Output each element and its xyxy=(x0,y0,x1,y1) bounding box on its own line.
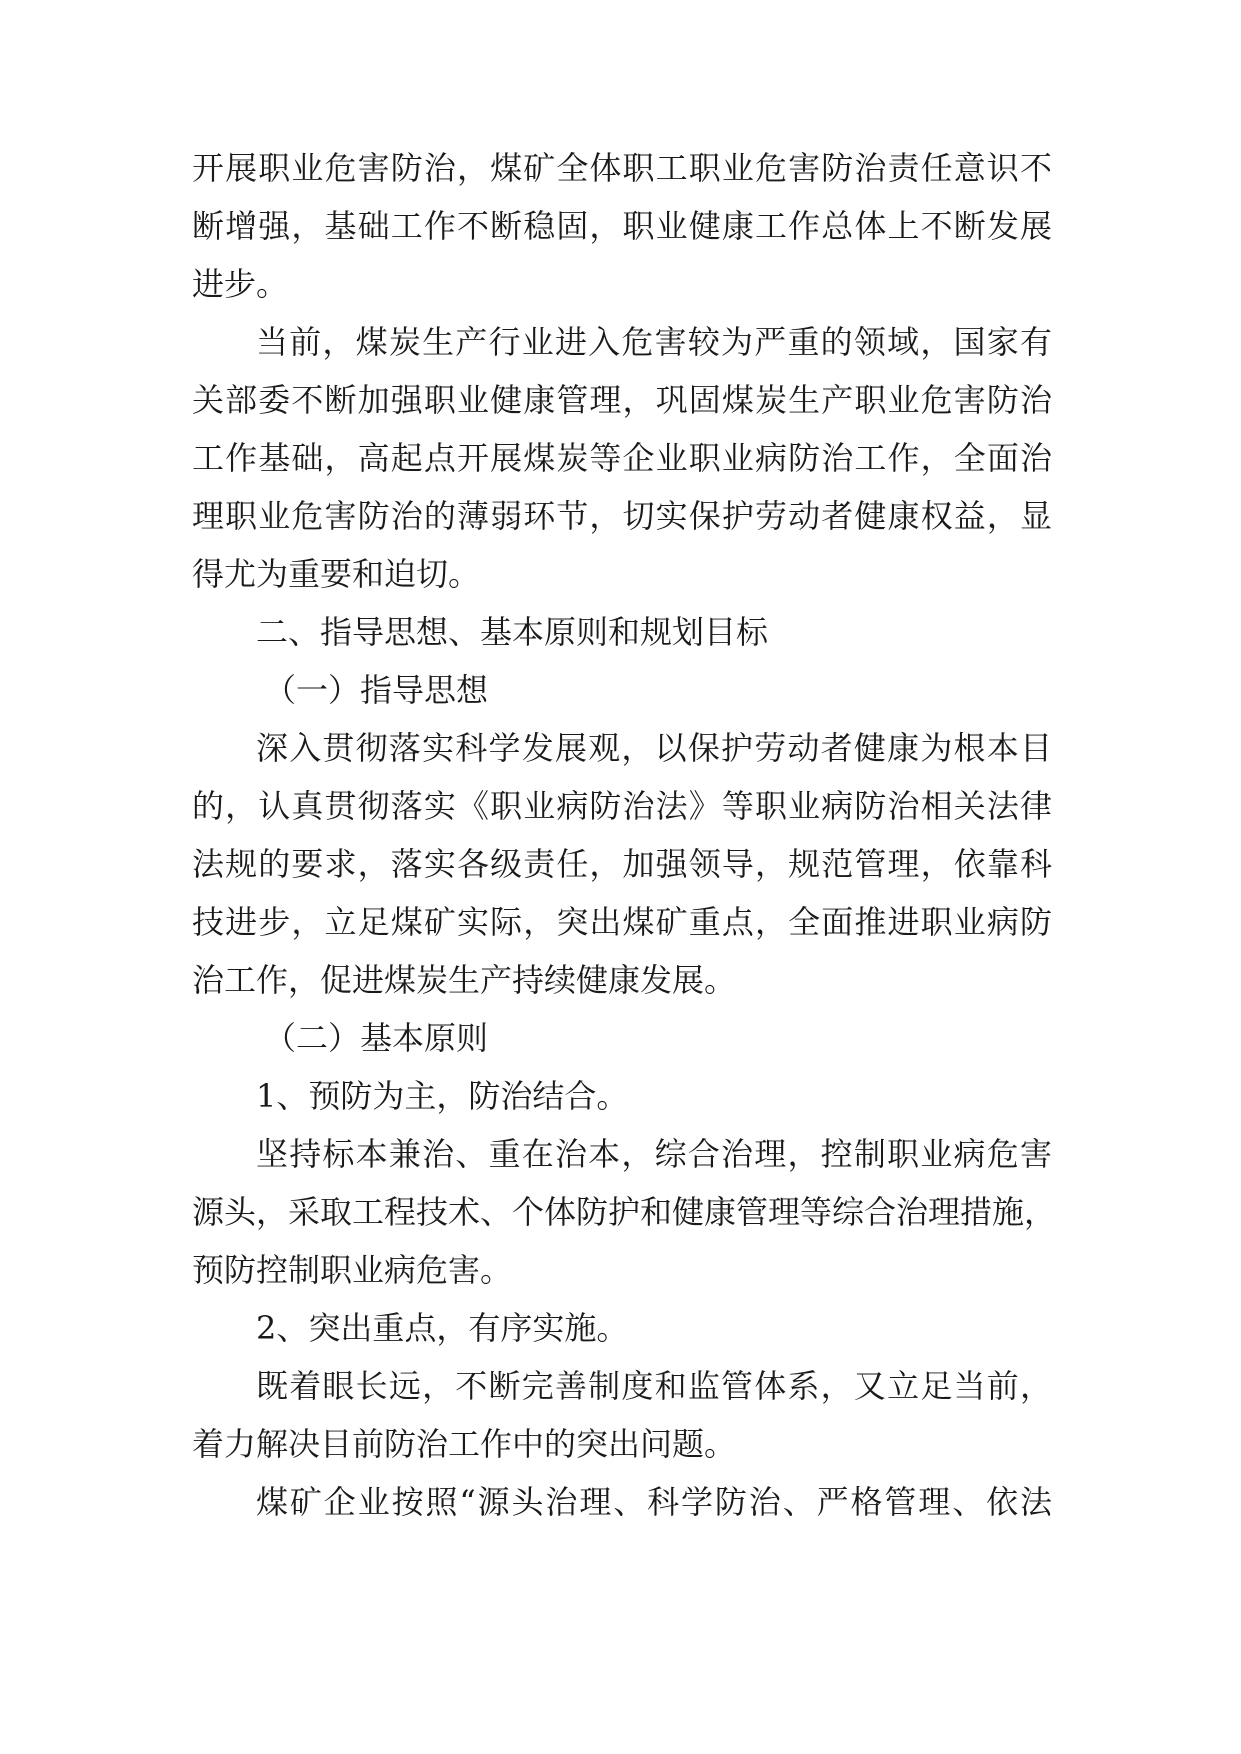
paragraph-line: 进步。 xyxy=(192,265,289,303)
paragraph-line: 理职业危害防治的薄弱环节，切实保护劳动者健康权益，显 xyxy=(192,497,1052,535)
paragraph-line: 源头，采取工程技术、个体防护和健康管理等综合治理措施， xyxy=(192,1193,1057,1231)
paragraph-line: 预防控制职业病危害。 xyxy=(192,1251,513,1289)
paragraph-line: 治工作，促进煤炭生产持续健康发展。 xyxy=(192,961,737,999)
paragraph-line: 关部委不断加强职业健康管理，巩固煤炭生产职业危害防治 xyxy=(192,381,1052,419)
subsection-heading: （一）指导思想 xyxy=(264,671,489,709)
paragraph-line: 的，认真贯彻落实《职业病防治法》等职业病防治相关法律 xyxy=(192,787,1052,825)
paragraph-line: 开展职业危害防治，煤矿全体职工职业危害防治责任意识不 xyxy=(192,149,1052,187)
principle-heading: 2、突出重点，有序实施。 xyxy=(256,1309,629,1347)
paragraph-line: 得尤为重要和迫切。 xyxy=(192,555,481,593)
paragraph-line: 着力解决目前防治工作中的突出问题。 xyxy=(192,1425,737,1463)
paragraph-line: 深入贯彻落实科学发展观，以保护劳动者健康为根本目 xyxy=(256,729,1052,767)
paragraph-line: 当前，煤炭生产行业进入危害较为严重的领域，国家有 xyxy=(256,323,1052,361)
subsection-heading: （二）基本原则 xyxy=(264,1019,489,1057)
paragraph-line: 法规的要求，落实各级责任，加强领导，规范管理，依靠科 xyxy=(192,845,1052,883)
paragraph-line: 煤矿企业按照“源头治理、科学防治、严格管理、依法 xyxy=(256,1483,1052,1521)
principle-heading: 1、预防为主，防治结合。 xyxy=(256,1077,629,1115)
paragraph-line: 技进步，立足煤矿实际，突出煤矿重点，全面推进职业病防 xyxy=(192,903,1052,941)
paragraph-line: 工作基础，高起点开展煤炭等企业职业病防治工作，全面治 xyxy=(192,439,1052,477)
paragraph-line: 断增强，基础工作不断稳固，职业健康工作总体上不断发展 xyxy=(192,207,1052,245)
section-heading: 二、指导思想、基本原则和规划目标 xyxy=(256,613,769,651)
paragraph-line: 坚持标本兼治、重在治本，综合治理，控制职业病危害 xyxy=(256,1135,1052,1173)
paragraph-line: 既着眼长远，不断完善制度和监管体系，又立足当前， xyxy=(256,1367,1052,1405)
